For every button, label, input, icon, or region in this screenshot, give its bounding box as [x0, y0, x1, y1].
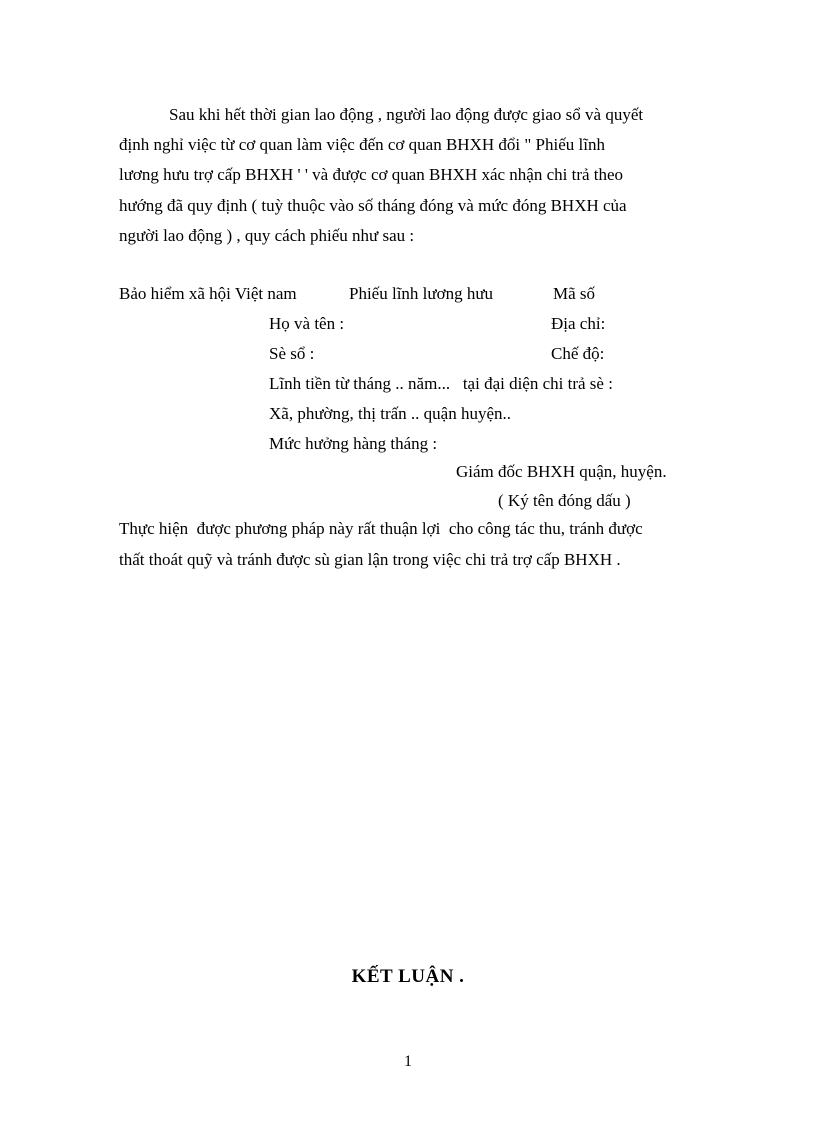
- section-title: KẾT LUẬN .: [351, 966, 465, 987]
- form-title: Phiếu lĩnh lương hưu: [349, 284, 494, 303]
- form-book-no-label: Sè sổ :: [269, 344, 315, 363]
- form-receive-from: Lĩnh tiền từ tháng .. năm... tại đại diện chi trả sè :: [269, 374, 613, 393]
- intro-line-4: hướng đã quy định ( tuỳ thuộc vào số tháng đóng và mức đóng BHXH của: [119, 196, 627, 215]
- intro-line-1: Sau khi hết thời gian lao động , người lao động được giao sổ và quyết: [169, 105, 644, 124]
- conclusion-line-1: Thực hiện được phương pháp này rất thuận lợi cho công tác thu, tránh được: [119, 519, 643, 538]
- intro-line-2: định nghỉ việc từ cơ quan làm việc đến cơ quan BHXH đổi " Phiếu lĩnh: [119, 135, 605, 154]
- form-address-label: Địa chỉ:: [551, 314, 606, 333]
- form-org: Bảo hiểm xã hội Việt nam: [119, 284, 297, 303]
- form-sign: ( Ký tên đóng dấu ): [498, 491, 631, 510]
- conclusion-line-2: thất thoát quỹ và tránh được sù gian lận trong việc chi trả trợ cấp BHXH .: [119, 550, 621, 569]
- page-number: 1: [404, 1053, 412, 1070]
- form-commune: Xã, phường, thị trấn .. quận huyện..: [269, 404, 511, 423]
- form-director: Giám đốc BHXH quận, huyện.: [456, 462, 667, 481]
- form-monthly: Mức hưởng hàng tháng :: [269, 434, 438, 453]
- form-name-label: Họ và tên :: [269, 314, 345, 333]
- intro-line-5: người lao động ) , quy cách phiếu như sau :: [119, 226, 415, 245]
- form-regime-label: Chế độ:: [551, 344, 605, 363]
- form-code: Mã số: [553, 284, 596, 303]
- intro-line-3: lương hưu trợ cấp BHXH ' ' và được cơ quan BHXH xác nhận chi trả theo: [119, 165, 624, 184]
